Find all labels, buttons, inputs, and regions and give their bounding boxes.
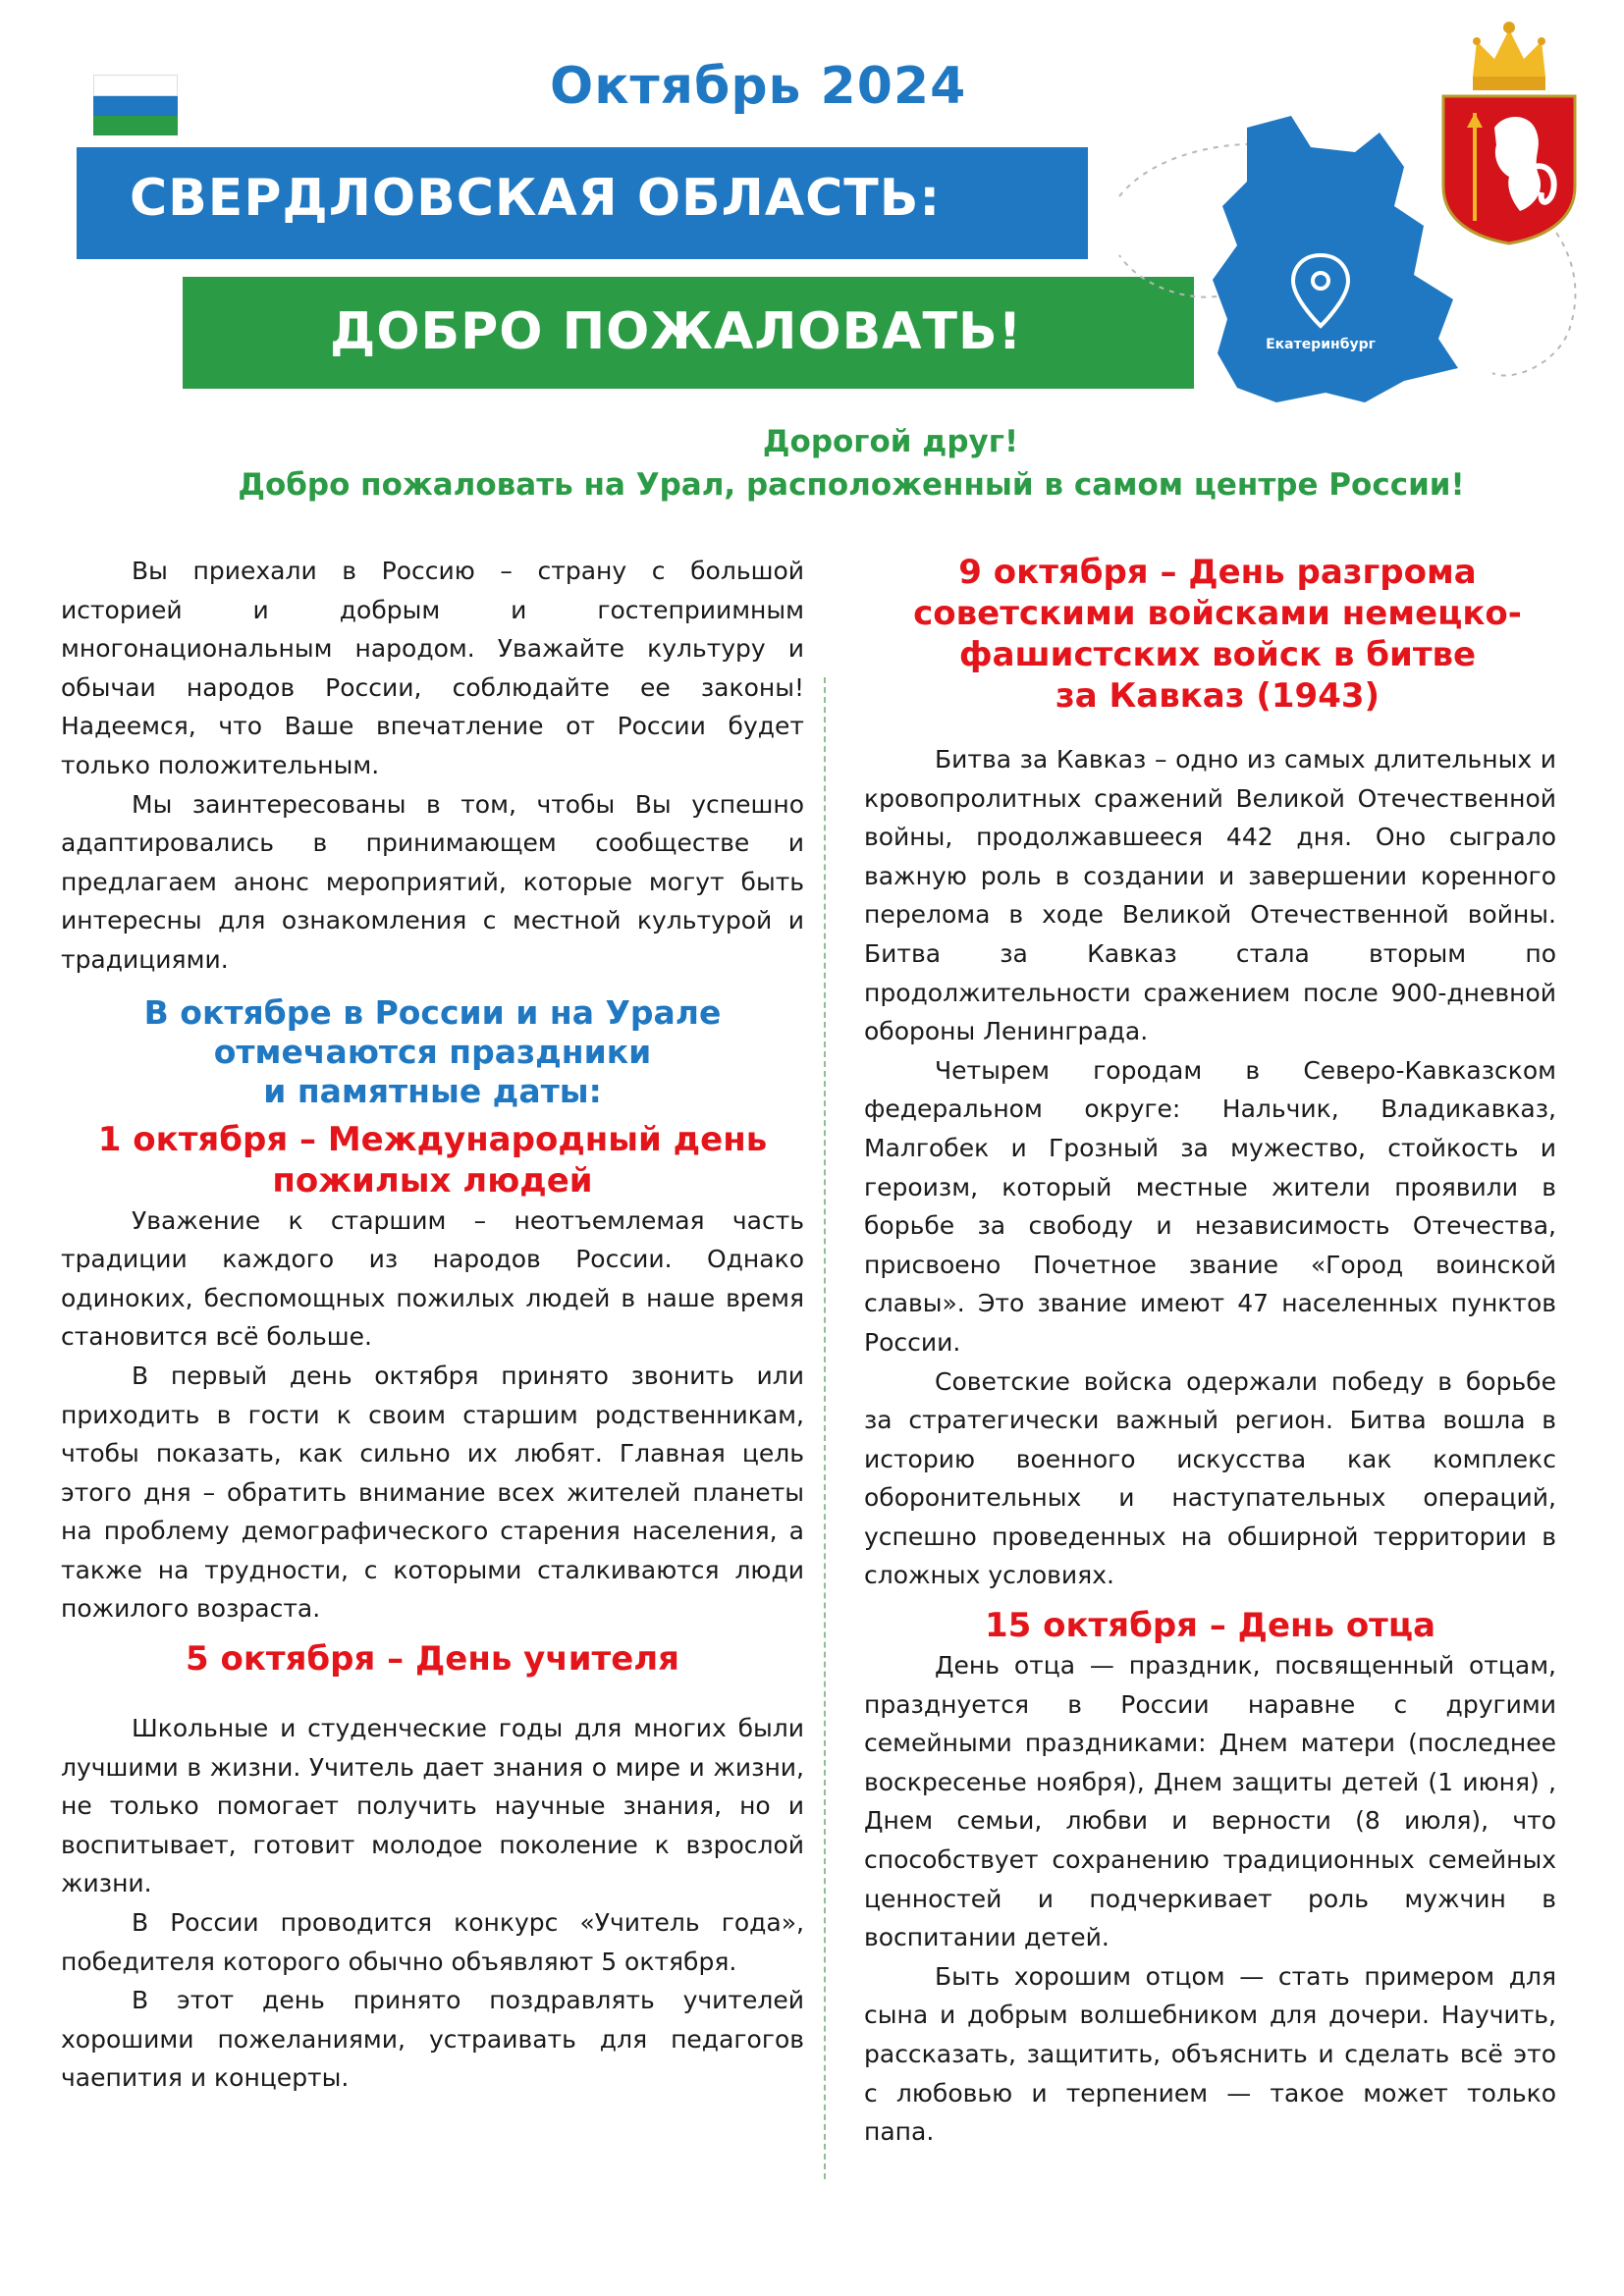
oct15-paragraph: День отца — праздник, посвященный отцам, празднуется в России наравне с другими семейными праздниками: Днем матери (последнее воскресенье ноября), Днем защиты детей (1 июня) , Днем семьи, любви и верности (8 июля), что способствует сохранению традиционных семейных ценностей и подчеркивает роль мужчин в воспитании детей.: [864, 1651, 1556, 1952]
oct9-paragraph: Четырем городам в Северо-Кавказском федеральном округе: Нальчик, Владикавказ, Малгобек и Грозный за мужество, стойкость и героизм, который местные жители проявили в борьбе за свободу и независимость Отечества, присвоено Почетное звание «Город воинской славы». Это звание имеют 47 населенных пунктов России.: [864, 1055, 1556, 1357]
map-city-label: Екатеринбург: [1266, 337, 1376, 352]
title-banner-region: [77, 147, 1088, 259]
coat-of-arms: [1435, 20, 1583, 245]
left-column: [61, 552, 804, 2098]
oct5-paragraph: В этот день принято поздравлять учителей хорошими пожеланиями, устраивать для педагогов чаепития и концерты.: [61, 1986, 804, 2093]
oct1-paragraph: Уважение к старшим – неотъемлемая часть традиции каждого из народов России. Однако одиноких, беспомощных пожилых людей в наше время становится всё больше.: [61, 1205, 804, 1352]
column-divider: [824, 677, 826, 2179]
oct9-paragraph: Советские войска одержали победу в борьбе за стратегически важный регион. Битва вошла в историю военного искусства как комплекс оборонительных и наступательных операций, успешно проведенных на обширной территории в сложных условиях.: [864, 1366, 1556, 1590]
title-banner-welcome: [183, 277, 1194, 389]
oct1-title: 1 октября – Международный день пожилых людей: [97, 1119, 768, 1201]
title-region-text: СВЕРДЛОВСКАЯ ОБЛАСТЬ:: [130, 169, 942, 228]
oct9-title: 9 октября – День разгрома советскими войсками немецко- фашистских войск в битве за Кавказ (1943): [913, 553, 1522, 716]
intro-paragraph: Вы приехали в Россию – страну с большой историей и добрым и гостеприимным многонациональным народом. Уважайте культуру и обычаи народов России, соблюдайте ее законы! Надеемся, что Ваше впечатление от России будет только положительным.: [61, 557, 804, 779]
greeting-line-2: Добро пожаловать на Урал, расположенный в самом центре России!: [238, 467, 1465, 503]
oct9-paragraph: Битва за Кавказ – одно из самых длительных и кровопролитных сражений Великой Отечественной войны, продолжавшееся 442 дня. Оно сыграло важную роль в создании и завершении коренного перелома в ходе Великой Отечественной войны. Битва за Кавказ стала вторым по продолжительности сражением после 900-дневной обороны Ленинграда.: [864, 745, 1556, 1046]
oct5-title: 5 октября – День учителя: [185, 1639, 680, 1680]
oct5-paragraph: В России проводится конкурс «Учитель года», победителя которого обычно объявляют 5 октября.: [61, 1908, 804, 1976]
right-column: [864, 740, 1556, 2152]
greeting-line-1: Дорогой друг!: [762, 424, 1019, 459]
oct15-title: 15 октября – День отца: [984, 1606, 1436, 1646]
crown-icon: [1473, 22, 1545, 90]
holidays-heading: В октябре в России и на Урале отмечаются праздники и памятные даты:: [143, 992, 722, 1110]
title-welcome-text: ДОБРО ПОЖАЛОВАТЬ!: [330, 302, 1023, 361]
intro-paragraph: Мы заинтересованы в том, чтобы Вы успешно адаптировались в принимающем сообществе и предлагаем анонс мероприятий, которые могут быть интересны для ознакомления с местной культурой и традициями.: [61, 789, 804, 974]
oct1-paragraph: В первый день октября принято звонить или приходить в гости к своим старшим родственникам, чтобы показать, как сильно их любят. Главная цель этого дня – обратить внимание всех жителей планеты на проблему демографического старения населения, а также на трудности, с которыми сталкиваются люди пожилого возраста.: [61, 1361, 804, 1624]
sverdlovsk-flag: [93, 75, 178, 133]
issue-month: Октябрь 2024: [550, 57, 967, 116]
oct15-paragraph: Быть хорошим отцом — стать примером для сына и добрым волшебником для дочери. Научить, рассказать, защитить, объяснить и сделать всё это с любовью и терпением — такое может только папа.: [864, 1961, 1556, 2147]
oct5-paragraph: Школьные и студенческие годы для многих были лучшими в жизни. Учитель дает знания о мире и жизни, не только помогает получить научные знания, но и воспитывает, готовит молодое поколение к взрослой жизни.: [61, 1714, 804, 1898]
